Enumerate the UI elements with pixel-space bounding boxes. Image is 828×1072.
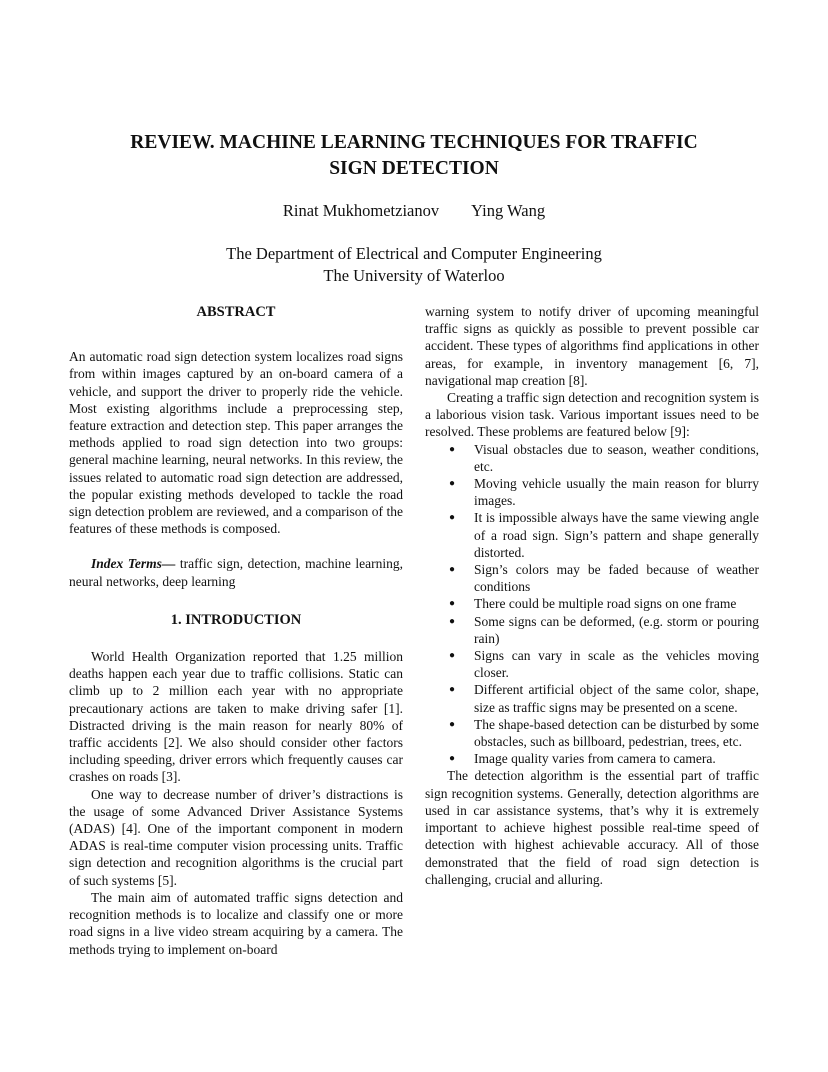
list-item: ● Visual obstacles due to season, weather conditions, etc.	[425, 441, 759, 475]
list-item: ● Sign’s colors may be faded because of weather conditions	[425, 561, 759, 595]
intro-paragraph-4: Creating a traffic sign detection and recognition system is a laborious vision task. Various important issues need to be resolved. These problems are featured below [9]:	[425, 390, 759, 440]
list-item: ● Different artificial object of the same color, shape, size as traffic signs may be presented on a scene.	[425, 681, 759, 715]
list-item: ● Signs can vary in scale as the vehicles moving closer.	[425, 647, 759, 681]
list-item: ● There could be multiple road signs on one frame	[425, 595, 759, 612]
intro-paragraph-1: World Health Organization reported that 1.25 million deaths happen each year due to traffic collisions. Static can climb up to 2 million each year with no appropriate precautionary actions are taken to make driving safer [1]. Distracted driving is the main reason for nearly 80% of traffic accidents [2]. We also should consider other factors including speeding, driver errors which frequently causes car crashes on roads [3].	[69, 649, 403, 785]
title-line-1: REVIEW. MACHINE LEARNING TECHNIQUES FOR TRAFFIC	[130, 132, 698, 153]
authors	[60, 200, 768, 222]
right-column	[425, 303, 759, 888]
author-2: Ying Wang	[471, 201, 546, 220]
index-terms-text: traffic sign, detection, machine learning, neural networks, deep learning	[69, 556, 404, 589]
list-item: ● Moving vehicle usually the main reason for blurry images.	[425, 475, 759, 509]
abstract-text: An automatic road sign detection system localizes road signs from within images captured by an on-board camera of a vehicle, and support the driver to properly ride the vehicle. Most existing algorithms include a preprocessing step, feature extraction and detection step. This paper arranges the methods applied to road sign detection into two groups: general machine learning, neural networks. In this review, the issues related to automatic road sign detection are addressed, the popular existing methods developed to tackle the road sign detection problem are reviewed, and a comparison of the features of these methods is composed.	[69, 349, 403, 537]
list-item: ● Image quality varies from camera to camera.	[425, 750, 759, 767]
intro-paragraph-2: One way to decrease number of driver’s distractions is the usage of some Advanced Driver Assistance Systems (ADAS) [4]. One of the important component in modern ADAS is real-time computer vision processing units. Traffic sign detection and recognition algorithms is the crucial part of such systems [5].	[69, 786, 403, 888]
index-terms-label: Index Terms—	[91, 556, 176, 572]
list-item: ● The shape-based detection can be disturbed by some obstacles, such as billboard, pedestrian, trees, etc.	[425, 716, 759, 750]
abstract-heading: ABSTRACT	[196, 304, 276, 320]
affiliation	[60, 243, 768, 287]
intro-paragraph-3-start: The main aim of automated traffic signs detection and recognition methods is to localize and classify one or more road signs in a live video stream acquiring by a camera. The methods trying to implement on-board	[69, 889, 403, 957]
title-line-2: SIGN DETECTION	[329, 158, 499, 179]
list-item: ● Some signs can be deformed, (e.g. storm or pouring rain)	[425, 613, 759, 647]
left-column	[69, 304, 403, 958]
affiliation-line-1: The Department of Electrical and Computer Engineering	[226, 244, 602, 263]
paper-title	[60, 130, 768, 182]
index-terms	[69, 555, 403, 589]
intro-paragraph-3-cont: warning system to notify driver of upcoming meaningful traffic signs as quickly as possible to prevent possible car accident. These types of algorithms find applications in other areas, for example, in inventory management [6, 7], navigational map creation [8].	[425, 304, 759, 388]
issues-list	[425, 441, 759, 768]
author-1: Rinat Mukhometzianov	[282, 201, 440, 220]
intro-paragraph-5: The detection algorithm is the essential part of traffic sign recognition systems. Generally, detection algorithms are used in car assistance systems, that’s why it is extremely important to achieve highest possible real-time speed of detection with highest achievable accuracy. All of those demonstrated that the field of road sign detection is challenging, crucial and alluring.	[425, 768, 759, 887]
affiliation-line-2: The University of Waterloo	[323, 266, 505, 285]
intro-heading: 1. INTRODUCTION	[170, 611, 302, 628]
list-item: ● It is impossible always have the same viewing angle of a road sign. Sign’s pattern and shape generally distorted.	[425, 509, 759, 561]
